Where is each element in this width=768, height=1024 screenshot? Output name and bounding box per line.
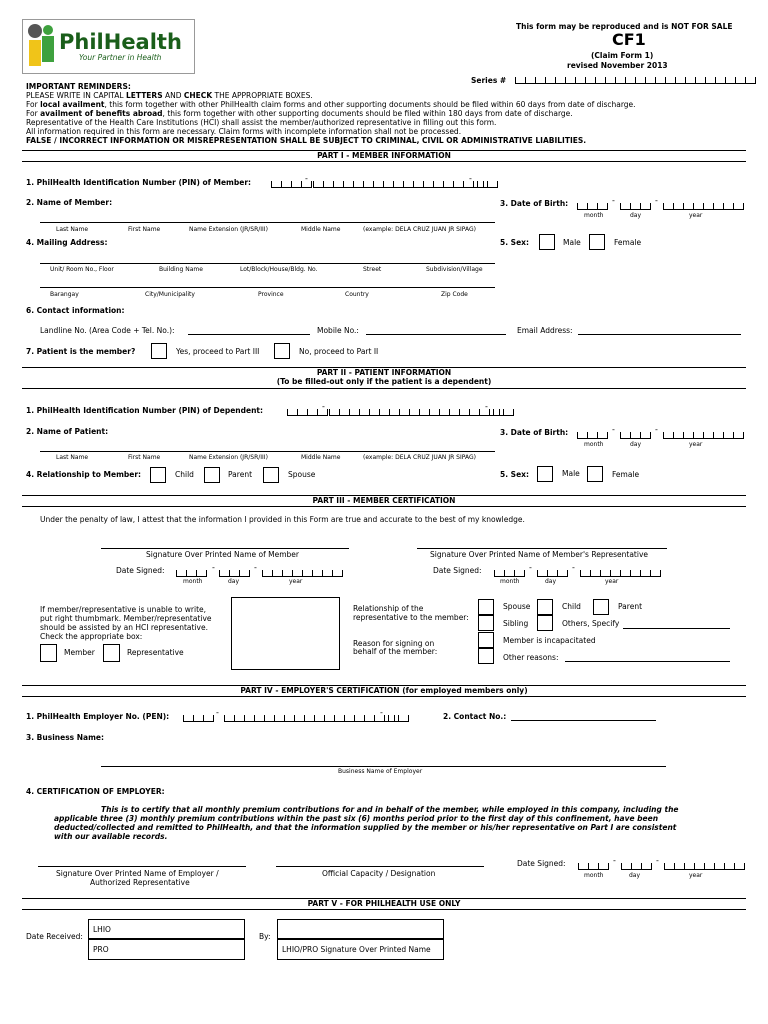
email-label: Email Address: [517, 326, 573, 335]
member-date-month[interactable] [176, 570, 207, 578]
yes-label: Yes, proceed to Part III [176, 347, 260, 356]
pin-dash: - [469, 174, 472, 183]
reminder-line-6: FALSE / INCORRECT INFORMATION OR MISREPRESENTATION SHALL BE SUBJECT TO CRIMINAL, CIVIL OR ADMINISTRATIVE LIABILITIES. [26, 136, 587, 145]
rep-date-year[interactable] [580, 570, 661, 578]
reason-label-2: behalf of the member: [353, 647, 438, 656]
name-cap: Name Extension (JR/SR/III) [189, 454, 268, 461]
others-specify-field[interactable] [623, 628, 730, 629]
child-label: Child [562, 602, 581, 611]
rep-date-month[interactable] [494, 570, 525, 578]
reminder-line-1: PLEASE WRITE IN CAPITAL LETTERS AND CHECK THE APPROPRIATE BOXES. [26, 91, 313, 100]
pin-dash: - [485, 402, 488, 411]
thumb-note-3: should be assisted by an HCI representative. [40, 623, 208, 632]
member-signature-field[interactable] [101, 548, 349, 549]
addr-cap: Province [258, 291, 284, 298]
male-label: Male [563, 238, 581, 247]
patient-female-checkbox[interactable] [587, 466, 603, 482]
date-dash: - [655, 425, 658, 434]
series-label: Series # [471, 76, 507, 85]
date-cap: year [689, 212, 703, 219]
date-cap: month [183, 578, 203, 585]
sig-member-caption: Signature Over Printed Name of Member [146, 550, 299, 559]
member-dob-label: 3. Date of Birth: [500, 199, 569, 208]
pen-label: 1. PhilHealth Employer No. (PEN): [26, 712, 170, 721]
date-cap: day [630, 212, 642, 219]
date-cap: year [689, 872, 703, 879]
addr-cap: Lot/Block/House/Bldg. No. [240, 266, 318, 273]
date-cap: month [500, 578, 520, 585]
patient-yes-checkbox[interactable] [151, 343, 167, 359]
date-signed-label: Date Signed: [433, 566, 482, 575]
date-dash: - [529, 563, 532, 572]
contact-info-label: 6. Contact information: [26, 306, 125, 315]
date-cap: day [629, 872, 641, 879]
rep-date-day[interactable] [537, 570, 568, 578]
address-field-1[interactable] [40, 263, 495, 264]
date-cap: year [689, 441, 703, 448]
member-name-label: 2. Name of Member: [26, 198, 113, 207]
reminder-line-5: All information required in this form are necessary. Claim forms with incomplete information shall not be processed. [26, 127, 462, 136]
parent-label: Parent [618, 602, 643, 611]
date-cap: month [584, 441, 604, 448]
member-pin-field-mid[interactable] [313, 181, 484, 189]
date-cap: day [228, 578, 240, 585]
part4-header: PART IV - EMPLOYER'S CERTIFICATION (for employed members only) [22, 685, 746, 697]
lhio-pro-signature-field[interactable] [277, 919, 444, 940]
date-dash: - [655, 196, 658, 205]
member-sex-label: 5. Sex: [500, 238, 530, 247]
date-dash: - [656, 856, 659, 865]
patient-no-checkbox[interactable] [274, 343, 290, 359]
employer-contact-label: 2. Contact No.: [443, 712, 507, 721]
patient-dob-day[interactable] [620, 432, 651, 440]
reminder-line-4: Representative of the Health Care Institutions (HCI) shall assist the member/authorized representative in filling out this form. [26, 118, 497, 127]
rep-parent-checkbox[interactable] [593, 599, 609, 615]
addr-cap: Unit/ Room No., Floor [50, 266, 114, 273]
name-cap: (example: DELA CRUZ JUAN JR SIPAG) [363, 226, 476, 233]
addr-cap: Building Name [159, 266, 203, 273]
part5-header: PART V - FOR PHILHEALTH USE ONLY [22, 898, 746, 910]
business-name-field[interactable] [101, 766, 666, 767]
mailing-address-label: 4. Mailing Address: [26, 238, 108, 247]
incapacitated-label: Member is incapacitated [503, 636, 596, 645]
reminder-line-2: For local availment, this form together with other PhilHealth claim forms and other supporting documents should be filed within 60 days from date of discharge. [26, 100, 636, 109]
attestation-text: Under the penalty of law, I attest that the information I provided in this Form are true and accurate to the best of my knowledge. [40, 515, 525, 524]
series-number-field[interactable] [515, 77, 756, 85]
landline-field[interactable] [188, 334, 310, 335]
addr-cap: Country [345, 291, 369, 298]
name-cap: Middle Name [301, 226, 341, 233]
thumb-note-2: put right thumbmark. Member/representative [40, 614, 212, 623]
member-pin-field-end[interactable] [477, 181, 498, 189]
name-cap: Last Name [56, 226, 89, 233]
member-male-checkbox[interactable] [539, 234, 555, 250]
lhio-field[interactable] [88, 919, 245, 940]
rep-signature-field[interactable] [417, 548, 667, 549]
dependent-pin-field-end[interactable] [493, 409, 514, 417]
part3-header: PART III - MEMBER CERTIFICATION [22, 495, 746, 507]
patient-dob-month[interactable] [577, 432, 608, 440]
pro-field[interactable] [88, 938, 245, 960]
member-date-year[interactable] [262, 570, 343, 578]
pen-dash: - [380, 708, 383, 717]
patient-dob-label: 3. Date of Birth: [500, 428, 569, 437]
sig-employer-caption-2: Authorized Representative [90, 878, 190, 887]
part1-header: PART I - MEMBER INFORMATION [22, 150, 746, 162]
address-field-2[interactable] [40, 287, 495, 288]
sig-rep-caption: Signature Over Printed Name of Member's Representative [430, 550, 648, 559]
pro-label: PRO [93, 945, 109, 954]
lhio-pro-signature-caption: LHIO/PRO Signature Over Printed Name [282, 945, 431, 954]
rep-others-checkbox[interactable] [537, 615, 553, 631]
name-cap: Name Extension (JR/SR/III) [189, 226, 268, 233]
dob-day[interactable] [620, 203, 651, 211]
email-field[interactable] [578, 334, 741, 335]
incapacitated-checkbox[interactable] [478, 632, 494, 648]
form-code: CF1 [612, 30, 646, 49]
cert-text-2: applicable three (3) monthly premium contributions within the past six (6) months period prior to the first day of this confinement, have been [54, 814, 659, 823]
member-pin-label: 1. PhilHealth Identification Number (PIN) of Member: [26, 178, 252, 187]
female-label: Female [614, 238, 642, 247]
landline-label: Landline No. (Area Code + Tel. No.): [40, 326, 175, 335]
date-signed-label: Date Signed: [116, 566, 165, 575]
dependent-pin-field-mid[interactable] [329, 409, 500, 417]
dob-year[interactable] [663, 203, 744, 211]
member-label: Member [64, 648, 95, 657]
rel-child-checkbox[interactable] [150, 467, 166, 483]
relationship-rep-label-2: representative to the member: [353, 613, 469, 622]
name-cap: Middle Name [301, 454, 341, 461]
rel-spouse-checkbox[interactable] [263, 467, 279, 483]
date-cap: month [584, 872, 604, 879]
notice-text: This form may be reproduced and is NOT FOR SALE [516, 22, 733, 31]
employer-contact-field[interactable] [511, 720, 656, 721]
member-date-day[interactable] [219, 570, 250, 578]
lhio-pro-signature-caption-box [277, 938, 444, 960]
spouse-label: Spouse [503, 602, 531, 611]
date-signed-label: Date Signed: [517, 859, 566, 868]
sibling-label: Sibling [503, 619, 529, 628]
date-dash: - [572, 563, 575, 572]
rel-parent-checkbox[interactable] [204, 467, 220, 483]
dependent-pin-label: 1. PhilHealth Identification Number (PIN) of Dependent: [26, 406, 263, 415]
dob-month[interactable] [577, 203, 608, 211]
spouse-label: Spouse [288, 470, 316, 479]
name-cap: First Name [128, 454, 161, 461]
patient-is-member-label: 7. Patient is the member? [26, 347, 136, 356]
date-cap: month [584, 212, 604, 219]
form-revision: revised November 2013 [567, 61, 668, 70]
date-cap: day [630, 441, 642, 448]
date-dash: - [612, 425, 615, 434]
thumb-note-1: If member/representative is unable to write, [40, 605, 207, 614]
employer-date-month[interactable] [578, 863, 609, 871]
employer-cert-label: 4. CERTIFICATION OF EMPLOYER: [26, 787, 165, 796]
child-label: Child [175, 470, 194, 479]
pin-dash: - [305, 174, 308, 183]
mobile-field[interactable] [366, 334, 506, 335]
pen-field-mid[interactable] [224, 715, 395, 723]
employer-date-day[interactable] [621, 863, 652, 871]
date-received-label: Date Received: [26, 932, 83, 941]
part2-header: PART II - PATIENT INFORMATION (To be filled-out only if the patient is a dependent) [22, 367, 746, 389]
patient-name-label: 2. Name of Patient: [26, 427, 109, 436]
patient-name-field[interactable] [40, 451, 495, 452]
others-specify-label: Others, Specify [562, 619, 620, 628]
lhio-label: LHIO [93, 925, 111, 934]
pin-dash: - [322, 402, 325, 411]
name-cap: (example: DELA CRUZ JUAN JR SIPAG) [363, 454, 476, 461]
cert-text-1: This is to certify that all monthly premium contributions for and in behalf of the member, while employed in this company, including the [101, 805, 679, 814]
member-name-field[interactable] [40, 222, 495, 223]
cert-text-3: deducted/collected and remitted to PhilHealth, and that the information supplied by the member or his/her representative on Part I are consistent [54, 823, 677, 832]
capacity-caption: Official Capacity / Designation [322, 869, 436, 878]
date-dash: - [212, 563, 215, 572]
employer-signature-field[interactable] [38, 866, 246, 867]
other-reasons-field[interactable] [565, 661, 730, 662]
name-cap: Last Name [56, 454, 89, 461]
addr-cap: City/Municipality [145, 291, 195, 298]
date-dash: - [254, 563, 257, 572]
parent-label: Parent [228, 470, 253, 479]
date-cap: day [545, 578, 557, 585]
female-label: Female [612, 470, 640, 479]
logo-tagline: Your Partner in Health [79, 53, 162, 62]
other-reasons-label: Other reasons: [503, 653, 559, 662]
other-reasons-checkbox[interactable] [478, 648, 494, 664]
addr-cap: Street [363, 266, 382, 273]
relationship-label: 4. Relationship to Member: [26, 470, 142, 479]
thumb-note-4: Check the appropriate box: [40, 632, 143, 641]
pen-field[interactable] [183, 715, 214, 723]
employer-date-year[interactable] [664, 863, 745, 871]
date-dash: - [612, 196, 615, 205]
addr-cap: Subdivision/Village [426, 266, 483, 273]
reason-label-1: Reason for signing on [353, 639, 435, 648]
pen-dash: - [216, 708, 219, 717]
member-female-checkbox[interactable] [589, 234, 605, 250]
mobile-label: Mobile No.: [317, 326, 359, 335]
pen-field-end[interactable] [388, 715, 409, 723]
relationship-rep-label-1: Relationship of the [353, 604, 424, 613]
date-cap: year [289, 578, 303, 585]
rep-spouse-checkbox[interactable] [478, 599, 494, 615]
business-name-label: 3. Business Name: [26, 733, 104, 742]
representative-label: Representative [127, 648, 184, 657]
thumbmark-box[interactable] [231, 597, 340, 670]
patient-dob-year[interactable] [663, 432, 744, 440]
date-cap: year [605, 578, 619, 585]
logo-text: PhilHealth [59, 30, 182, 54]
addr-cap: Barangay [50, 291, 79, 298]
addr-cap: Zip Code [441, 291, 468, 298]
rep-child-checkbox[interactable] [537, 599, 553, 615]
philhealth-logo [22, 19, 195, 74]
signer-member-checkbox[interactable] [40, 644, 57, 662]
rep-sibling-checkbox[interactable] [478, 615, 494, 631]
sig-employer-caption-1: Signature Over Printed Name of Employer / [56, 869, 219, 878]
reminders-title: IMPORTANT REMINDERS: [26, 82, 131, 91]
form-name: (Claim Form 1) [591, 51, 654, 60]
business-name-caption: Business Name of Employer [338, 768, 423, 775]
cert-text-4: with our available records. [54, 832, 168, 841]
name-cap: First Name [128, 226, 161, 233]
male-label: Male [562, 469, 580, 478]
patient-sex-label: 5. Sex: [500, 470, 530, 479]
by-label: By: [259, 932, 271, 941]
signer-rep-checkbox[interactable] [103, 644, 120, 662]
reminder-line-3: For availment of benefits abroad, this form together with other supporting documents should be filed within 180 days from date of discharge. [26, 109, 573, 118]
no-label: No, proceed to Part II [299, 347, 379, 356]
capacity-field[interactable] [276, 866, 484, 867]
date-dash: - [613, 856, 616, 865]
patient-male-checkbox[interactable] [537, 466, 553, 482]
